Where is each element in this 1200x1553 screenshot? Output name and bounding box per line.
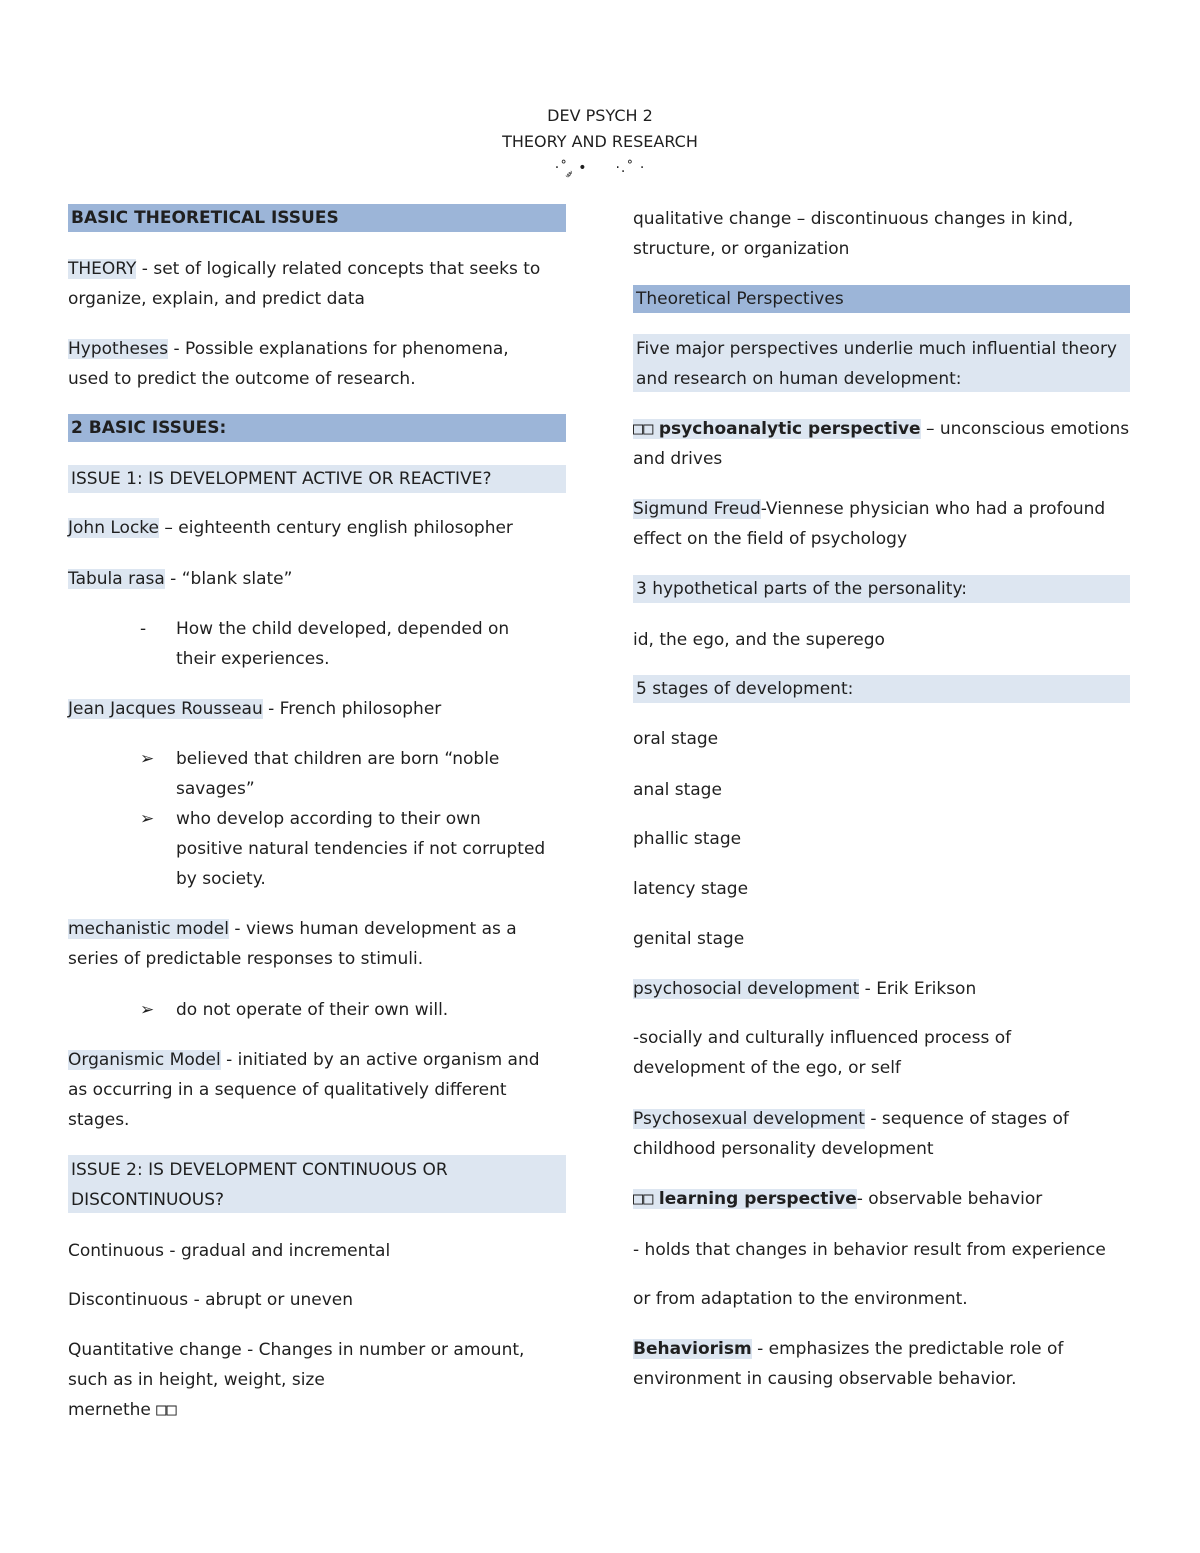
term-theory: THEORY [68, 259, 137, 279]
dash-marker: - [140, 619, 147, 639]
section-heading-basic-theoretical-issues: BASIC THEORETICAL ISSUES [68, 204, 566, 232]
org-def-line1: - initiated by an active organism and [220, 1050, 540, 1070]
rousseau-b1-line2: savages” [176, 779, 255, 799]
freud-def-line2: effect on the field of psychology [633, 529, 908, 549]
theory-def-line1: - set of logically related concepts that seeks to [136, 259, 541, 279]
arrow-bullet-icon: ➢ [140, 1000, 155, 1020]
issue-1-heading: ISSUE 1: IS DEVELOPMENT ACTIVE OR REACTIVE? [68, 465, 566, 493]
psychosexual-definition [633, 1104, 1069, 1164]
rousseau-b2-line3: by society. [176, 869, 266, 889]
rousseau-b2-line2: positive natural tendencies if not corrupted [176, 839, 546, 859]
arrow-bullet-icon: ➢ [140, 749, 155, 769]
personality-parts: id, the ego, and the superego [633, 630, 885, 650]
psychosocial-definition [633, 974, 976, 1004]
psychoanalytic-perspective-definition [633, 414, 1129, 474]
behav-def-line1: - emphasizes the predictable role of [751, 1339, 1064, 1359]
arrow-list-item [68, 995, 568, 1025]
document-header [0, 103, 1200, 181]
stage-latency: latency stage [633, 879, 749, 899]
rousseau-b2-line1: who develop according to their own [176, 809, 481, 829]
term-john-locke: John Locke [68, 518, 159, 538]
arrow-bullet-icon: ➢ [140, 809, 155, 829]
arrow-list-item [68, 804, 568, 894]
decorative-divider: ·˚ ༘ • ⠀⠀·.˚ · [554, 160, 646, 176]
mech-def-line1: - views human development as a [229, 919, 517, 939]
learning-adaptation: or from adaptation to the environment. [633, 1289, 968, 1309]
dash-list-item [68, 614, 568, 674]
rousseau-definition [68, 694, 441, 724]
stage-oral: oral stage [633, 729, 719, 749]
learning-term-highlight [633, 1189, 857, 1209]
stage-anal: anal stage [633, 780, 722, 800]
soc-line1: -socially and culturally influenced process of [633, 1028, 1012, 1048]
mechanistic-model-definition [68, 914, 517, 974]
organismic-model-definition [68, 1045, 540, 1135]
hypotheses-def-line1: - Possible explanations for phenomena, [168, 339, 509, 359]
missing-glyph-icon: □□ [633, 1189, 654, 1209]
psychosocial-description [633, 1023, 1011, 1083]
psychoanalytic-term-highlight [633, 419, 921, 439]
three-parts-heading: 3 hypothetical parts of the personality: [633, 575, 1130, 603]
term-hypotheses: Hypotheses [68, 339, 169, 359]
hypotheses-definition [68, 334, 509, 394]
tabula-def: - “blank slate” [164, 569, 293, 589]
term-tabula-rasa: Tabula rasa [68, 569, 165, 589]
five-line2: and research on human development: [636, 369, 962, 389]
section-heading-basic-issues: 2 BASIC ISSUES: [68, 414, 566, 442]
dash-line1: How the child developed, depended on [176, 619, 510, 639]
quantitative-change-definition [68, 1335, 524, 1425]
qual-line2: structure, or organization [633, 239, 850, 259]
theory-def-line2: organize, explain, and predict data [68, 289, 365, 309]
rousseau-b1-line1: believed that children are born “noble [176, 749, 500, 769]
five-stages-heading: 5 stages of development: [633, 675, 1130, 703]
continuous-definition: Continuous - gradual and incremental [68, 1241, 391, 1261]
behaviorism-definition [633, 1334, 1063, 1394]
freud-def-line1: -Viennese physician who had a profound [760, 499, 1106, 519]
psy-def-line1: – unconscious emotions [920, 419, 1130, 439]
arrow-item-text: do not operate of their own will. [176, 1000, 449, 1020]
issue-2-line2: DISCONTINUOUS? [71, 1190, 225, 1210]
learning-perspective-definition [633, 1184, 1042, 1214]
missing-glyph-icon: □□ [156, 1400, 177, 1420]
qual-line1: qualitative change – discontinuous changes in kind, [633, 209, 1074, 229]
rousseau-def: - French philosopher [262, 699, 442, 719]
psychosexual-def-line2: childhood personality development [633, 1139, 934, 1159]
term-rousseau: Jean Jacques Rousseau [68, 699, 263, 719]
five-perspectives-intro [633, 334, 1130, 392]
term-organismic-model: Organismic Model [68, 1050, 221, 1070]
quant-line1: Quantitative change - Changes in number or amount, [68, 1340, 525, 1360]
locke-def: – eighteenth century english philosopher [159, 518, 513, 538]
discontinuous-definition: Discontinuous - abrupt or uneven [68, 1290, 354, 1310]
term-behaviorism: Behaviorism [633, 1339, 752, 1359]
term-sigmund-freud: Sigmund Freud [633, 499, 761, 519]
psy-def-line2: and drives [633, 449, 723, 469]
term-psychosexual-development: Psychosexual development [633, 1109, 865, 1129]
learning-holds: - holds that changes in behavior result from experience [633, 1240, 1106, 1260]
five-line1: Five major perspectives underlie much influential theory [636, 339, 1117, 359]
issue-2-heading [68, 1155, 566, 1213]
arrow-item-text [176, 804, 545, 894]
freud-definition [633, 494, 1105, 554]
term-psychoanalytic-perspective: psychoanalytic perspective [658, 419, 921, 439]
issue-2-line1: ISSUE 2: IS DEVELOPMENT CONTINUOUS OR [71, 1160, 448, 1180]
behav-def-line2: environment in causing observable behavior. [633, 1369, 1017, 1389]
term-mechanistic-model: mechanistic model [68, 919, 229, 939]
stage-genital: genital stage [633, 929, 745, 949]
learning-def: - observable behavior [856, 1189, 1043, 1209]
term-learning-perspective: learning perspective [658, 1189, 857, 1209]
locke-definition [68, 513, 513, 543]
doc-title: DEV PSYCH 2 [547, 106, 653, 125]
stage-phallic: phallic stage [633, 829, 742, 849]
psychosocial-def: - Erik Erikson [859, 979, 977, 999]
theory-definition [68, 254, 540, 314]
qualitative-change-definition [633, 204, 1073, 264]
org-def-line2: as occurring in a sequence of qualitatively different [68, 1080, 507, 1100]
missing-glyph-icon: □□ [633, 419, 654, 439]
dash-line2: their experiences. [176, 649, 330, 669]
dash-item-text [176, 614, 509, 674]
tabula-rasa-definition [68, 564, 292, 594]
doc-subtitle: THEORY AND RESEARCH [502, 132, 698, 151]
arrow-list-item [68, 744, 568, 804]
soc-line2: development of the ego, or self [633, 1058, 901, 1078]
mernethe-text: mernethe [68, 1400, 157, 1420]
org-def-line3: stages. [68, 1110, 130, 1130]
psychosexual-def-line1: - sequence of stages of [864, 1109, 1069, 1129]
term-psychosocial-development: psychosocial development [633, 979, 860, 999]
section-heading-theoretical-perspectives: Theoretical Perspectives [633, 285, 1130, 313]
quant-line2: such as in height, weight, size [68, 1370, 325, 1390]
hypotheses-def-line2: used to predict the outcome of research. [68, 369, 416, 389]
mech-def-line2: series of predictable responses to stimuli. [68, 949, 424, 969]
arrow-item-text [176, 744, 499, 804]
